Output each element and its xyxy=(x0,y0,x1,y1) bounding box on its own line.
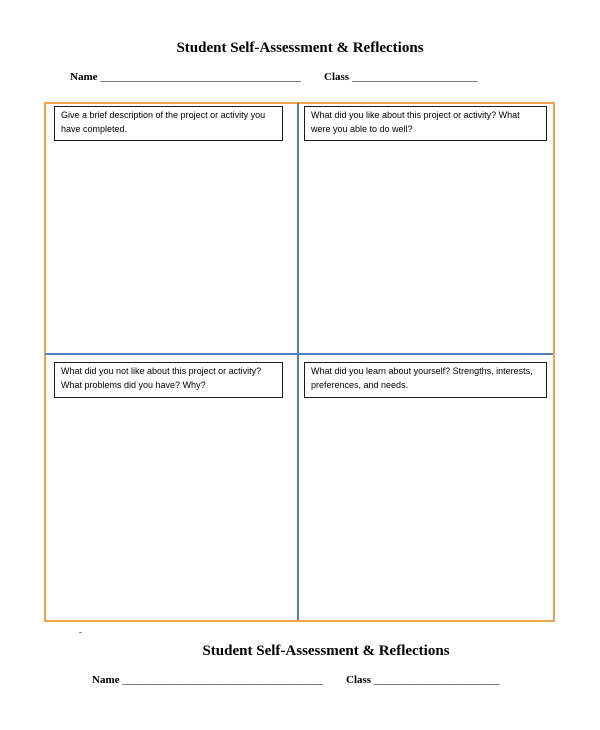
footer-title: Student Self-Assessment & Reflections xyxy=(202,643,450,659)
horizontal-divider xyxy=(45,353,553,355)
quadrant-prompt-description: Give a brief description of the project or activity you have completed. xyxy=(54,106,283,141)
name-label: Name xyxy=(70,71,98,83)
footer-name-line xyxy=(92,673,322,687)
quadrant-prompt-learned: What did you learn about yourself? Strengths, interests, preferences, and needs. xyxy=(304,362,547,398)
quadrant-answer-area[interactable] xyxy=(50,146,293,348)
name-line xyxy=(70,70,300,84)
quadrant-prompt-liked: What did you like about this project or activity? What were you able to do well? xyxy=(304,106,547,141)
footer-name-field[interactable]: ________________________________________ xyxy=(122,674,323,686)
name-field[interactable]: ________________________________________ xyxy=(100,71,301,83)
footer-class-line xyxy=(346,673,499,687)
quadrant-answer-area[interactable] xyxy=(302,146,548,348)
footer-name-label: Name xyxy=(92,674,120,686)
quadrant-prompt-disliked: What did you not like about this project or activity? What problems did you have? Why? xyxy=(54,362,283,398)
footer-class-field[interactable]: _________________________ xyxy=(373,674,499,686)
quadrant-answer-area[interactable] xyxy=(302,404,548,614)
class-line xyxy=(324,70,477,84)
footer-class-label: Class xyxy=(346,674,372,686)
quadrant-answer-area[interactable] xyxy=(50,404,293,614)
class-label: Class xyxy=(324,71,350,83)
page-title: Student Self-Assessment & Reflections xyxy=(176,40,424,56)
class-field[interactable]: _________________________ xyxy=(351,71,477,83)
vertical-divider xyxy=(297,103,299,620)
page-mark xyxy=(79,632,82,633)
